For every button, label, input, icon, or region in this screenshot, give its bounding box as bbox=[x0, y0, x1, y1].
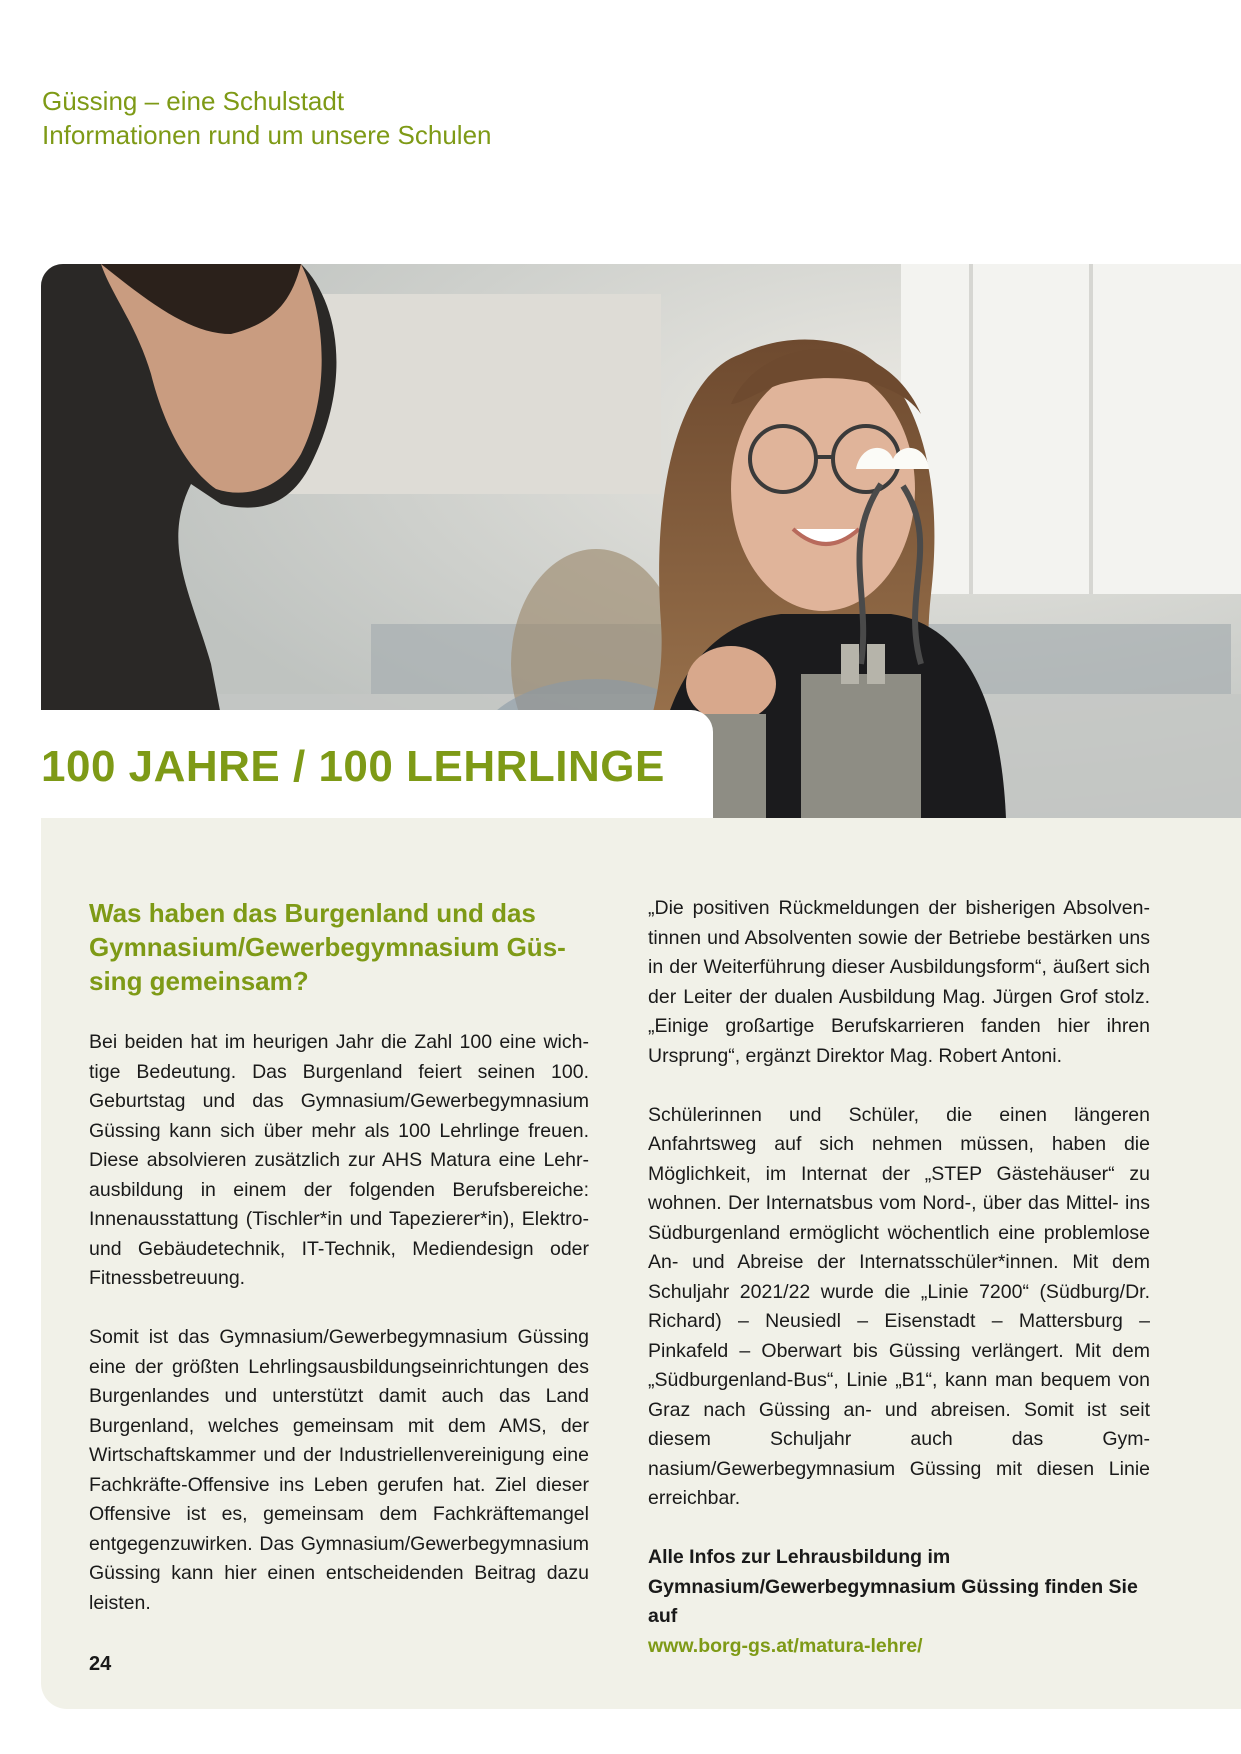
right-column bbox=[648, 894, 1150, 1661]
header-line-2: Informationen rund um unsere Schulen bbox=[42, 120, 492, 150]
left-column bbox=[89, 896, 589, 1648]
page-header bbox=[42, 84, 492, 152]
paragraph: „Die positiven Rückmeldungen der bisherigen Absolventinnen und Absolventen sowie der Betriebe bestärken uns in der Weiterführung dieser Ausbildungsform“, äußert sich der Leiter der dualen Ausbildung Mag. Jürgen Grof stolz. „Einige großartige Berufskarrieren fanden hier ihren Ursprung“, ergänzt Direktor Mag. Robert Antoni. bbox=[648, 897, 1150, 1067]
paragraph: Bei beiden hat im heurigen Jahr die Zahl 100 eine wichtige Bedeutung. Das Burgenland feiert seinen 100. Geburtstag und das Gymnasium/Gewerbegymnasium Güssing kann sich über mehr als 100 Lehrlinge freuen. Diese absolvieren zusätzlich zur AHS Matura eine Lehrausbildung in einem der folgenden Berufsbereiche: Innenausstattung (Tischler*in und Tapezierer*in), Elektro- und Gebäudetechnik, IT-Technik, Mediendesign oder Fitnessbetreuung. bbox=[89, 1031, 589, 1289]
page-number: 24 bbox=[89, 1653, 112, 1675]
info-link[interactable]: www.borg-gs.at/matura-lehre/ bbox=[648, 1634, 923, 1657]
paragraph: Somit ist das Gymnasium/Gewerbegymnasium Güssing eine der größten Lehrlingsausbildungseinrichtungen des Burgenlandes und unterstützt damit auch das Land Burgenland, welches gemeinsam mit dem AMS, der Wirtschaftskammer und der Industriellenvereinigung eine Fachkräfte-Offensive ins Leben gerufen hat. Ziel dieser Offensive ist es, gemeinsam dem Fachkräftemangel entgegenzuwirken. Das Gymnasium/Gewerbegymnasium Güssing kann hier einen entscheidenden Beitrag dazu leisten. bbox=[89, 1326, 589, 1614]
paragraph: Schülerinnen und Schüler, die einen längeren Anfahrtsweg auf sich nehmen müssen, haben die Möglichkeit, im Internat der „STEP Gästehäuser“ zu wohnen. Der Internatsbus vom Nord-, über das Mittel- ins Südburgenland ermöglicht wöchentlich eine problemlose An- und Abreise der Internatsschüler*innen. Mit dem Schuljahr 2021/22 wurde die „Linie 7200“ (Südburg/Dr. Richard) – Neusiedl – Eisenstadt – Mattersburg – Pinkafeld – Oberwart bis Güssing verlängert. Mit dem „Südburgenland-Bus“, Linie „B1“, kann man bequem von Graz nach Güssing an- und abreisen. Somit ist seit diesem Schuljahr auch das Gymnasium/Gewerbegymnasium Güssing mit diesen Linie erreichbar. bbox=[648, 1103, 1150, 1509]
headline-box bbox=[41, 710, 713, 820]
subheading: Was haben das Burgenland und das Gymnasium/Gewerbegymnasium Güssing gemeinsam? bbox=[89, 898, 566, 996]
info-text: Alle Infos zur Lehrausbildung im Gymnasium/Gewerbegymnasium Güssing finden Sie auf bbox=[648, 1546, 1138, 1627]
header-line-1: Güssing – eine Schulstadt bbox=[42, 86, 345, 116]
headline: 100 JAHRE / 100 LEHRLINGE bbox=[41, 742, 665, 791]
